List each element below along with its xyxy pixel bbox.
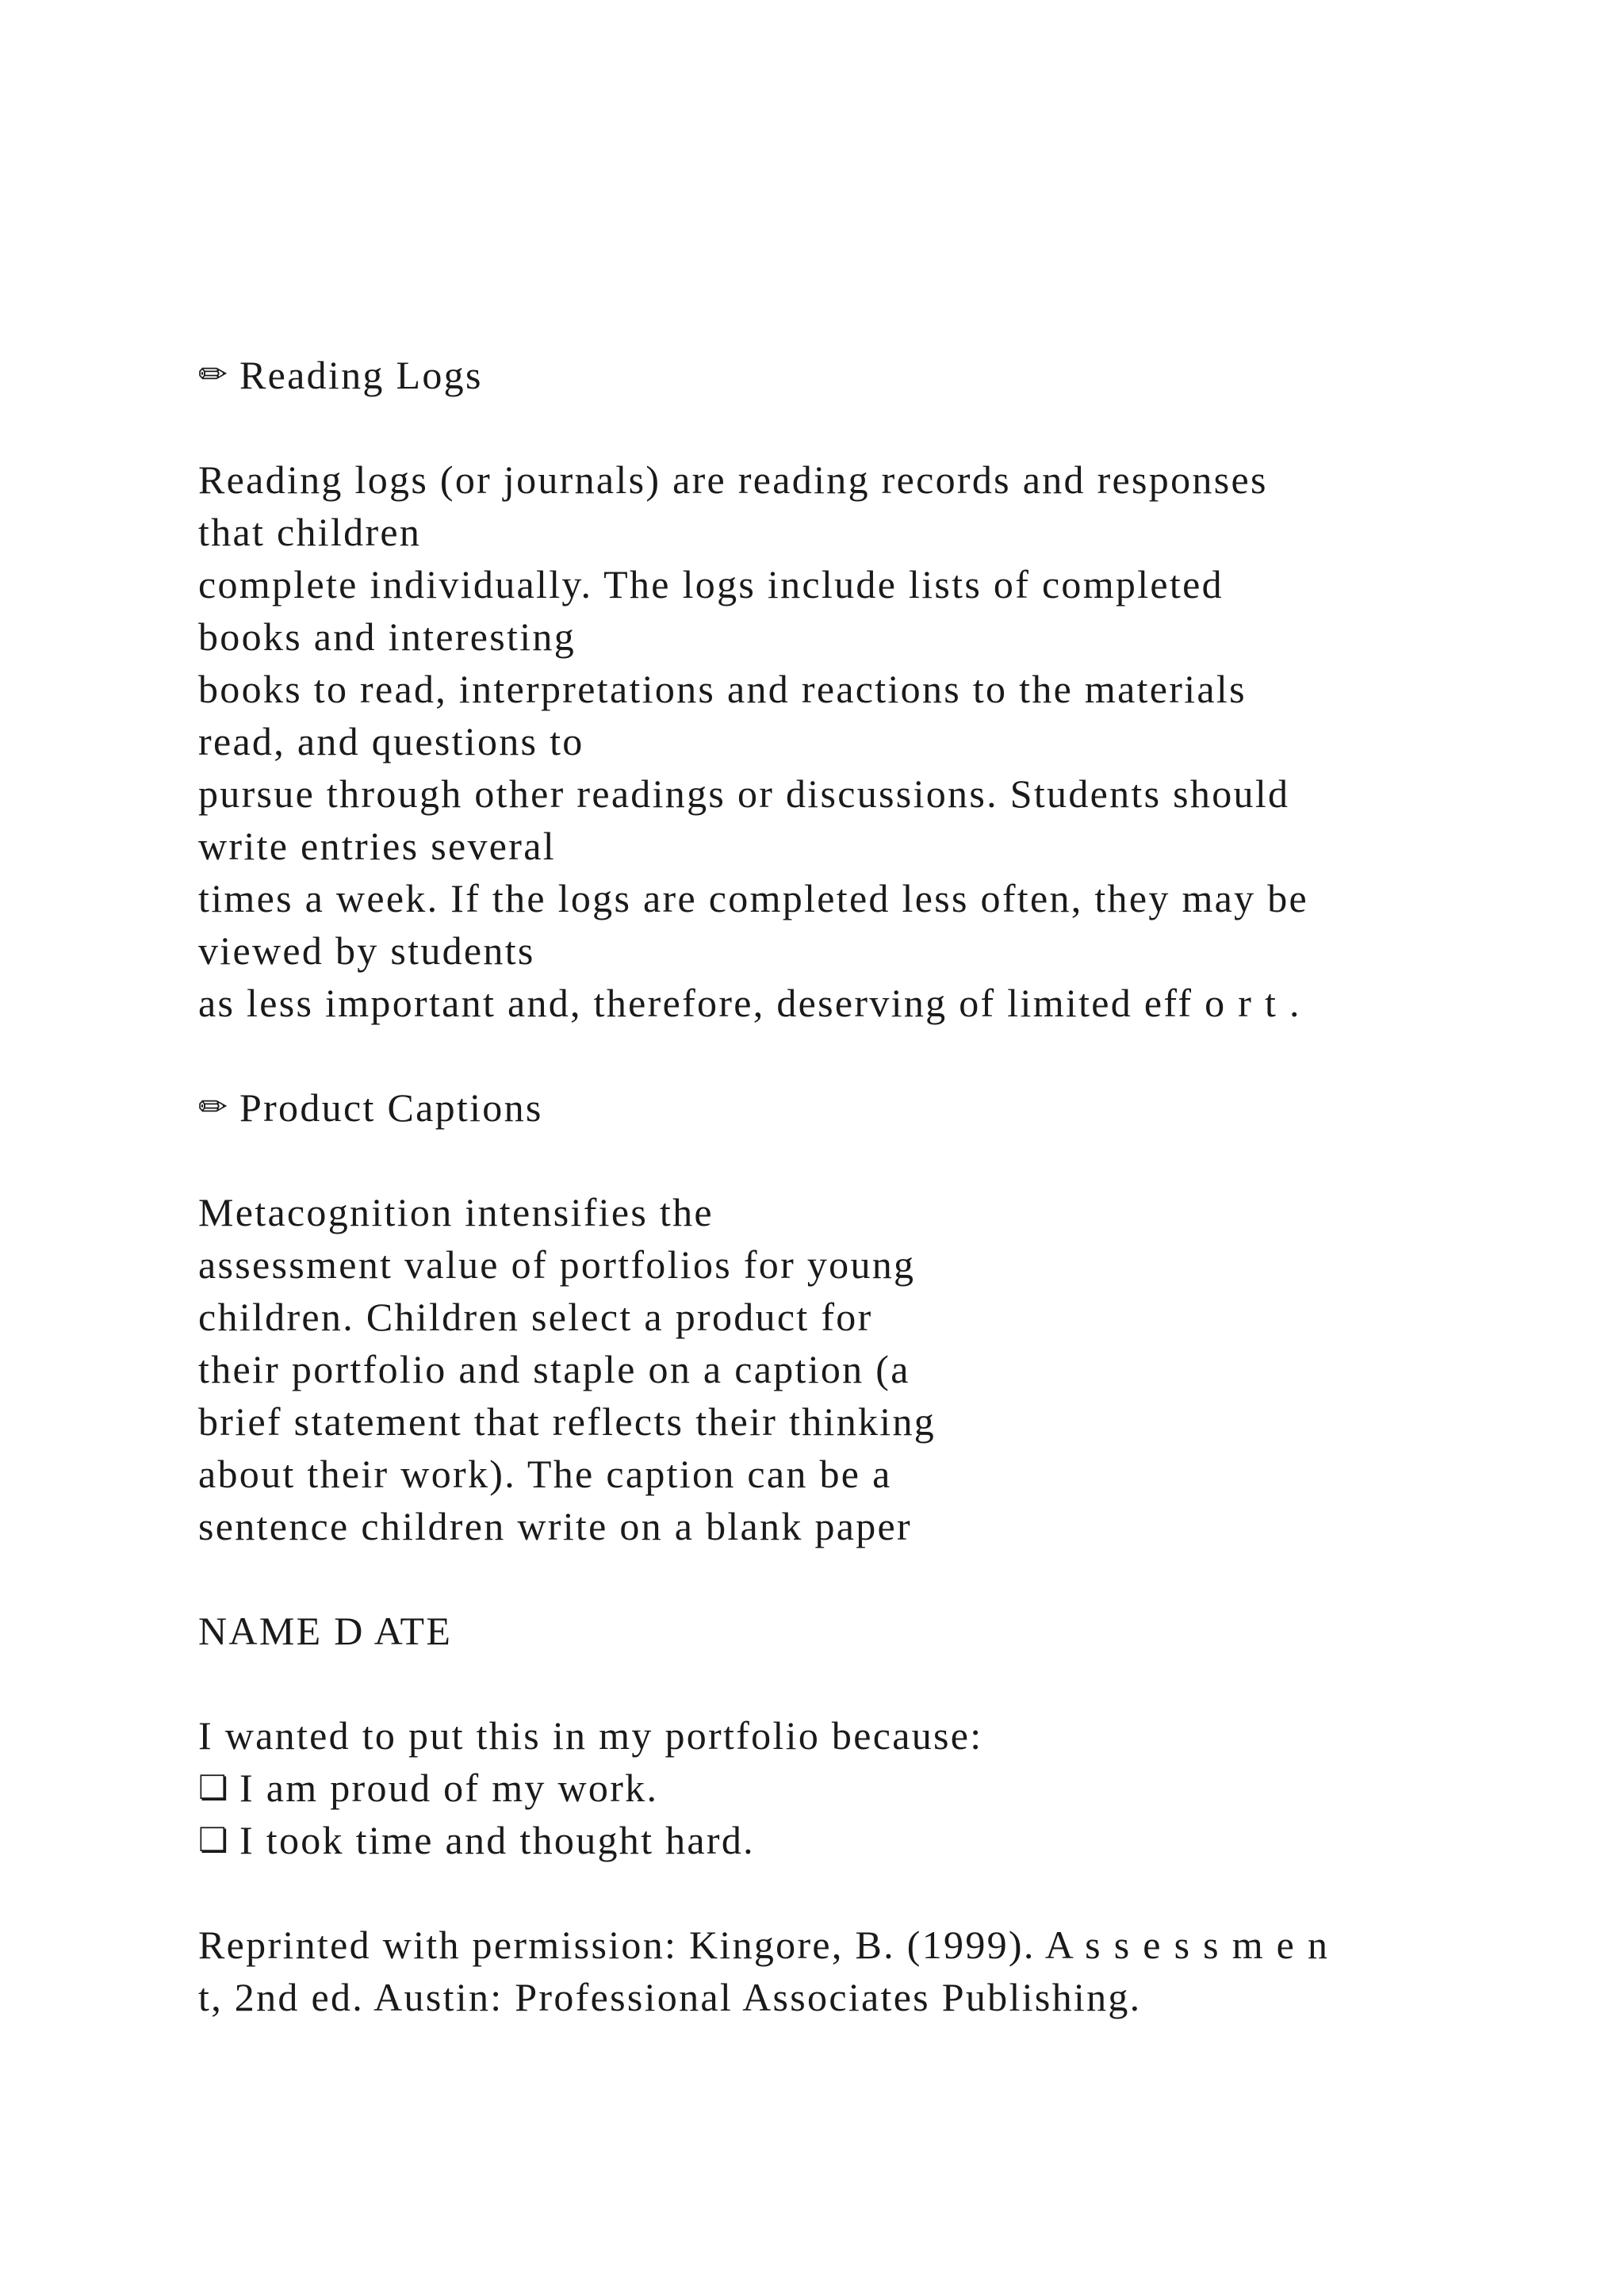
text-line: books to read, interpretations and reactions to the materials	[198, 667, 1247, 711]
section-heading-product-captions	[198, 1081, 1546, 1134]
text-line: their portfolio and staple on a caption (a	[198, 1347, 910, 1391]
text-line: books and interesting	[198, 614, 576, 659]
text-line: that children	[198, 510, 422, 554]
text-line: viewed by students	[198, 928, 535, 973]
text-line: pursue through other readings or discussions. Students should	[198, 771, 1290, 816]
product-captions-paragraph	[198, 1186, 1546, 1552]
text-line: Metacognition intensifies the	[198, 1190, 714, 1234]
checkbox-option	[198, 1814, 1546, 1866]
name-date-label: NAME D ATE	[198, 1609, 453, 1653]
text-line: times a week. If the logs are completed less often, they may be	[198, 876, 1309, 920]
form-prompt: I wanted to put this in my portfolio because:	[198, 1713, 983, 1758]
text-line: sentence children write on a blank paper	[198, 1504, 912, 1548]
text-line: complete individually. The logs include lists of completed	[198, 562, 1224, 607]
citation-line: Reprinted with permission: Kingore, B. (1999). A s s e s s m e n	[198, 1923, 1330, 1967]
section-heading-reading-logs	[198, 349, 1546, 401]
text-line: Reading logs (or journals) are reading records and responses	[198, 457, 1268, 502]
text-line: write entries several	[198, 824, 556, 868]
pencil-icon: ✏	[198, 354, 230, 395]
document-page	[198, 349, 1546, 2023]
text-line: assessment value of portfolios for young	[198, 1242, 916, 1287]
checkbox-label: I am proud of my work.	[239, 1766, 659, 1810]
checkbox-icon: ❏	[198, 1768, 230, 1807]
reading-logs-paragraph	[198, 453, 1546, 1029]
text-line: children. Children select a product for	[198, 1295, 873, 1339]
text-line: read, and questions to	[198, 719, 584, 763]
pencil-icon: ✏	[198, 1087, 230, 1127]
text-line: about their work). The caption can be a	[198, 1452, 892, 1496]
checkbox-icon: ❏	[198, 1820, 230, 1859]
section-title: Reading Logs	[239, 353, 483, 397]
text-line: brief statement that reflects their thinking	[198, 1399, 936, 1444]
section-title: Product Captions	[239, 1085, 543, 1130]
text-line: as less important and, therefore, deserving of limited eff o r t .	[198, 981, 1301, 1025]
checkbox-label: I took time and thought hard.	[239, 1818, 755, 1862]
citation-line: t, 2nd ed. Austin: Professional Associates Publishing.	[198, 1975, 1142, 2019]
citation	[198, 1919, 1546, 2023]
checkbox-option	[198, 1762, 1546, 1814]
